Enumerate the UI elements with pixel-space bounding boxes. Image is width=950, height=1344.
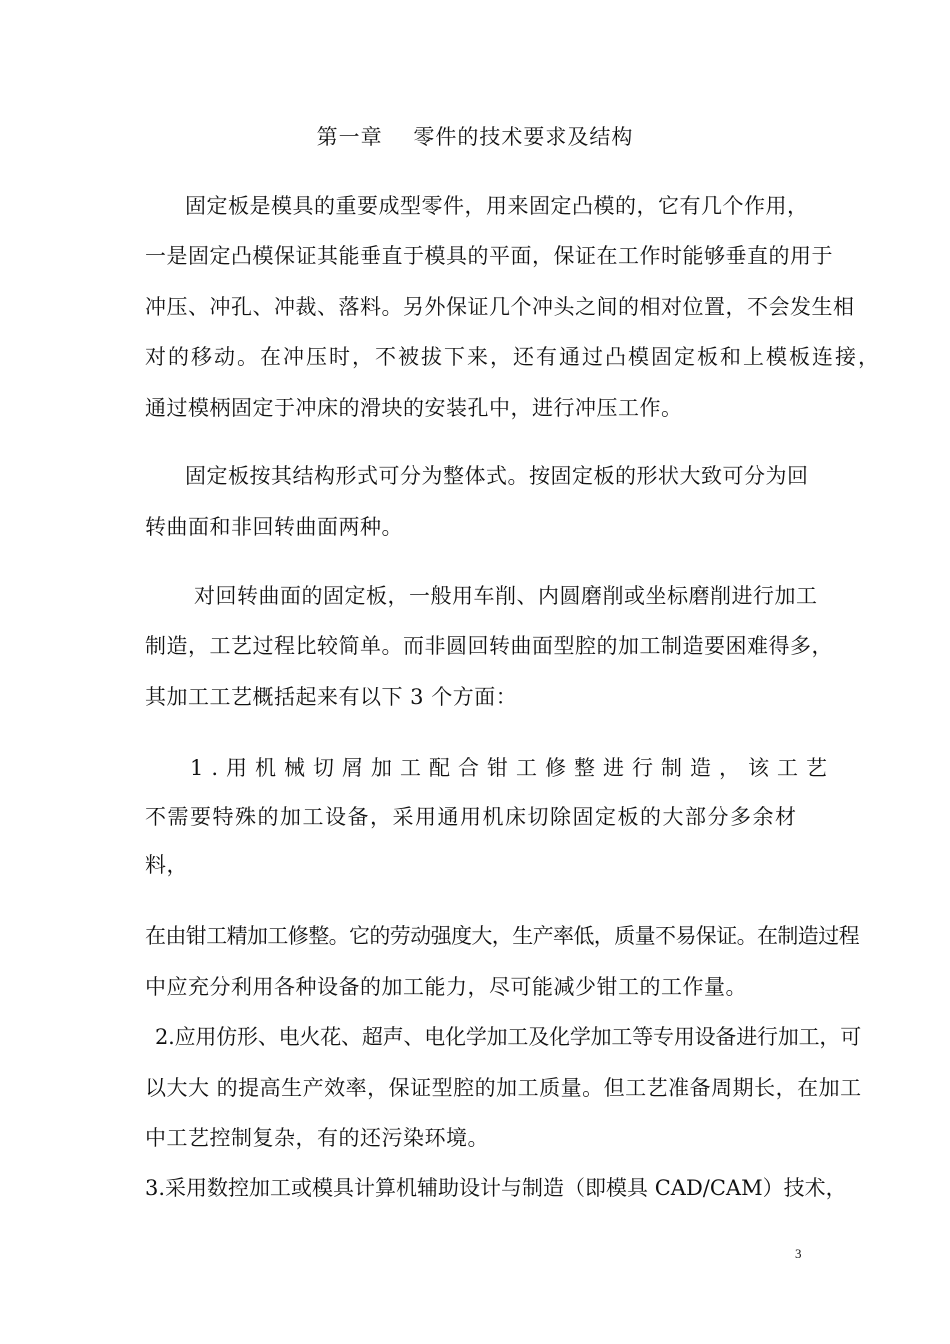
- item-1-line-1: 1.用机械切屑加工配合钳工修整进行制造，该工艺: [190, 756, 836, 780]
- page-number: 3: [795, 1246, 802, 1261]
- paragraph-3-line-1: 对回转曲面的固定板，一般用车削、内圆磨削或坐标磨削进行加工: [194, 584, 818, 608]
- item-1-line-5: 中应充分利用各种设备的加工能力，尽可能减少钳工的工作量。: [145, 975, 747, 999]
- paragraph-3-line-2: 制造，工艺过程比较简单。而非圆回转曲面型腔的加工制造要困难得多，: [145, 634, 833, 658]
- item-3-line-1: 3.采用数控加工或模具计算机辅助设计与制造（即模具 CAD/CAM）技术，: [145, 1176, 847, 1200]
- item-1-line-2: 不需要特殊的加工设备，采用通用机床切除固定板的大部分多余材: [145, 805, 798, 829]
- paragraph-2-line-2: 转曲面和非回转曲面两种。: [145, 515, 403, 539]
- item-2-line-3: 中工艺控制复杂，有的还污染环境。: [145, 1126, 489, 1150]
- paragraph-2-line-1: 固定板按其结构形式可分为整体式。按固定板的形状大致可分为回: [185, 464, 809, 488]
- paragraph-1-line-3: 冲压、冲孔、冲裁、落料。另外保证几个冲头之间的相对位置，不会发生相: [145, 295, 855, 319]
- paragraph-1-line-2: 一是固定凸模保证其能垂直于模具的平面，保证在工作时能够垂直的用于: [145, 244, 833, 268]
- item-1-line-3: 料，: [145, 853, 188, 877]
- item-2-line-1: 2.应用仿形、电火花、超声、电化学加工及化学加工等专用设备进行加工，可: [155, 1025, 862, 1049]
- paragraph-1-line-1: 固定板是模具的重要成型零件，用来固定凸模的，它有几个作用，: [185, 194, 809, 218]
- paragraph-1-line-5: 通过模柄固定于冲床的滑块的安装孔中，进行冲压工作。: [145, 396, 683, 420]
- paragraph-1-line-4: 对的移动。在冲压时，不被拔下来，还有通过凸模固定板和上模板连接，: [145, 345, 881, 369]
- item-1-line-4: 在由钳工精加工修整。它的劳动强度大，生产率低，质量不易保证。在制造过程: [145, 924, 859, 948]
- item-2-line-2: 以大大 的提高生产效率，保证型腔的加工质量。但工艺准备周期长，在加工: [145, 1076, 862, 1100]
- chapter-title: 第一章 零件的技术要求及结构: [316, 125, 634, 149]
- paragraph-3-line-3: 其加工工艺概括起来有以下 3 个方面：: [145, 685, 518, 709]
